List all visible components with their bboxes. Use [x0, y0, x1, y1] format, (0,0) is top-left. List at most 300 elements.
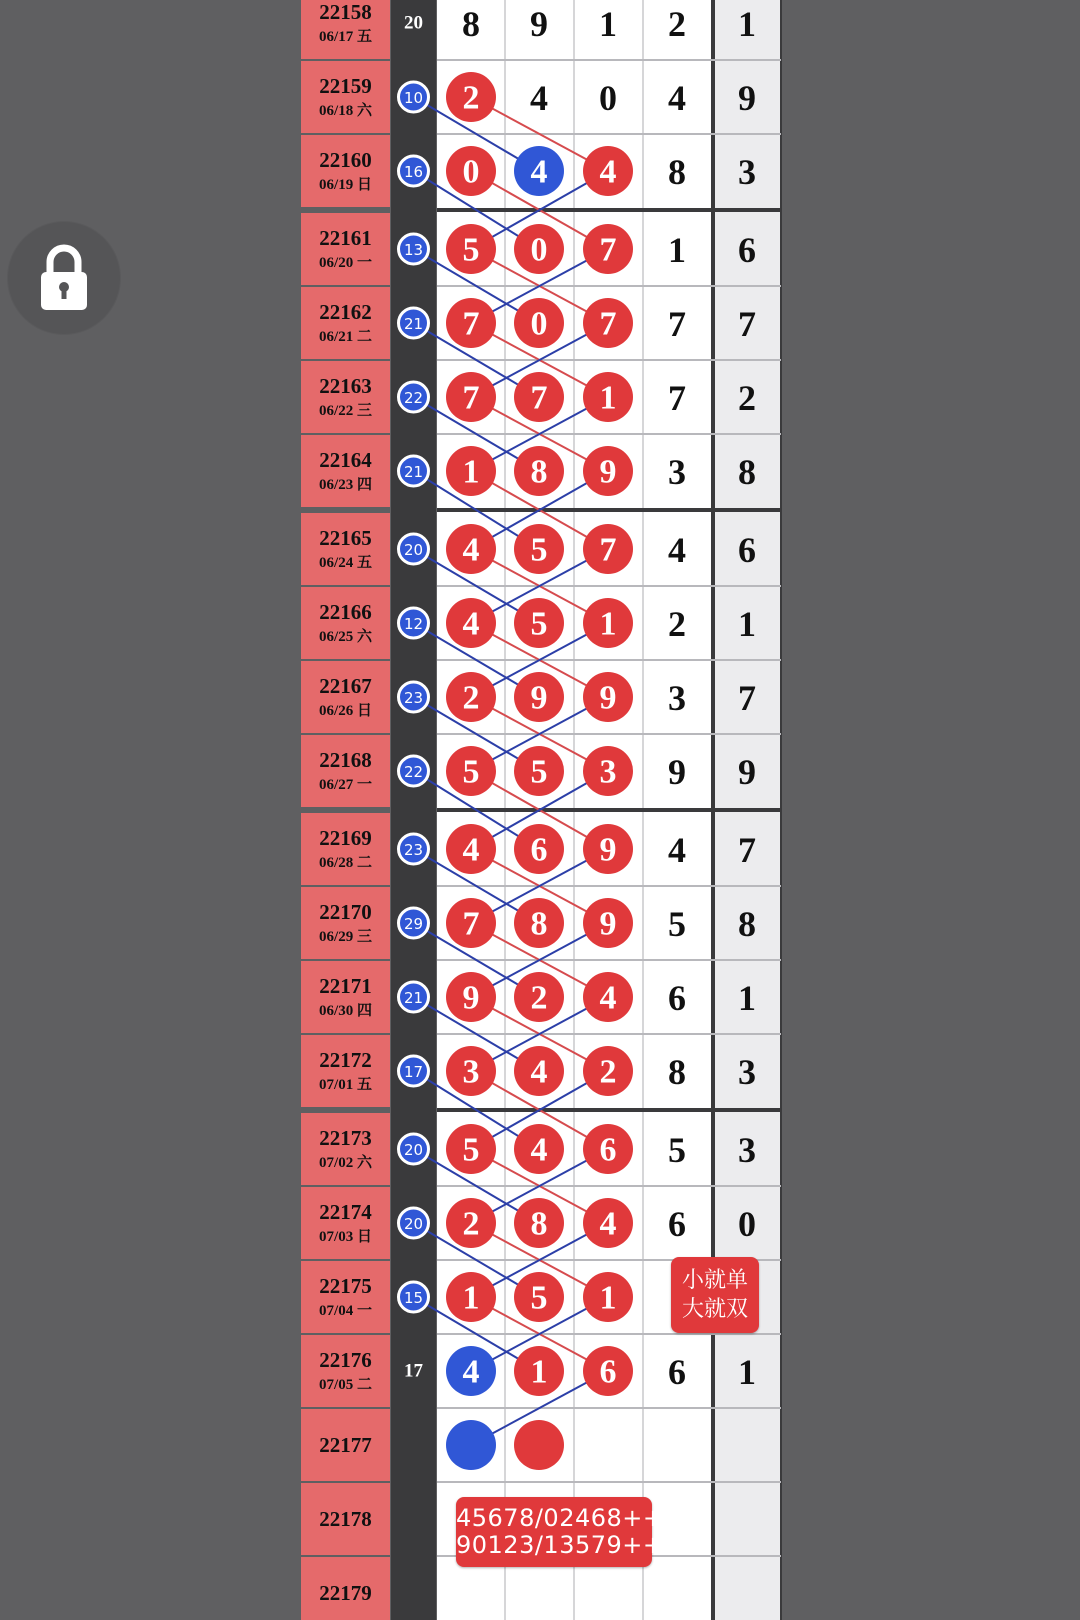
ball-digit: 9 — [599, 831, 617, 869]
issue-number: 22158 — [319, 0, 372, 24]
row-line — [437, 133, 781, 135]
digit: 8 — [668, 152, 686, 192]
digit: 7 — [738, 304, 756, 344]
number-ball — [583, 1124, 633, 1174]
ball-digit: 2 — [530, 979, 548, 1017]
sum-cell — [399, 234, 429, 264]
number-ball — [583, 898, 633, 948]
ball-digit: 5 — [530, 1279, 548, 1317]
sum-value: 17 — [403, 1063, 424, 1081]
digit-cell — [738, 78, 756, 118]
ball-digit: 6 — [530, 831, 548, 869]
number-ball — [583, 372, 633, 422]
number-ball — [514, 972, 564, 1022]
issue-number: 22171 — [319, 974, 372, 998]
issue-cell — [301, 735, 390, 807]
ball-digit: 7 — [462, 305, 480, 343]
issue-date: 06/26 日 — [319, 703, 372, 719]
issue-date: 06/29 三 — [319, 929, 372, 945]
issue-date: 07/02 六 — [319, 1155, 372, 1171]
digit-cell — [668, 452, 686, 492]
ball-digit: 8 — [530, 1205, 548, 1243]
sum-cell — [399, 456, 429, 486]
ball-digit: 4 — [530, 1053, 548, 1091]
issue-cell — [301, 0, 390, 59]
digit-cell — [738, 752, 756, 792]
ball-digit: 7 — [599, 231, 617, 269]
digit: 4 — [668, 830, 686, 870]
note1-line1: 小就单 — [681, 1268, 748, 1293]
digit: 4 — [668, 530, 686, 570]
digit-cell — [668, 1052, 686, 1092]
ball-digit: 7 — [530, 379, 548, 417]
issue-number: 22167 — [319, 674, 372, 698]
issue-number: 22161 — [319, 226, 372, 250]
number-ball — [583, 298, 633, 348]
ball-digit: 5 — [530, 753, 548, 791]
digit: 9 — [738, 78, 756, 118]
issue-cell — [301, 61, 390, 133]
ball-digit: 5 — [530, 605, 548, 643]
digit: 6 — [668, 1352, 686, 1392]
row-line — [437, 585, 781, 587]
issue-cell — [301, 1113, 390, 1185]
number-ball — [446, 1272, 496, 1322]
row-line — [437, 885, 781, 887]
ball-digit: 2 — [462, 79, 480, 117]
digit-cell — [668, 152, 686, 192]
issue-date: 07/05 二 — [319, 1377, 372, 1393]
issue-number: 22163 — [319, 374, 372, 398]
ball-digit: 1 — [599, 379, 617, 417]
ball-digit: 9 — [462, 979, 480, 1017]
digit: 1 — [738, 4, 756, 44]
ball-digit: 1 — [599, 1279, 617, 1317]
issue-date: 07/04 一 — [319, 1303, 372, 1319]
row-line — [437, 808, 781, 812]
row-line — [437, 659, 781, 661]
row-line — [437, 1481, 781, 1483]
issue-number: 22175 — [319, 1274, 372, 1298]
row-line — [437, 359, 781, 361]
issue-date: 07/03 日 — [319, 1229, 372, 1245]
ball-digit: 1 — [599, 605, 617, 643]
number-ball — [514, 1420, 564, 1470]
issue-number: 22159 — [319, 74, 372, 98]
digit: 4 — [668, 78, 686, 118]
digit: 4 — [530, 78, 548, 118]
ball-digit: 4 — [462, 531, 480, 569]
issue-cell — [301, 1335, 390, 1407]
number-ball — [583, 446, 633, 496]
number-ball — [446, 524, 496, 574]
ball-digit: 0 — [530, 305, 548, 343]
number-ball — [514, 1198, 564, 1248]
issue-number: 22164 — [319, 448, 372, 472]
issue-number: 22169 — [319, 826, 372, 850]
issue-date: 07/01 五 — [319, 1077, 372, 1093]
issue-date: 06/25 六 — [319, 629, 372, 645]
digit: 1 — [738, 978, 756, 1018]
sum-value: 21 — [403, 989, 424, 1007]
ball-digit: 2 — [599, 1053, 617, 1091]
sum-value: 12 — [403, 615, 424, 633]
sum-cell — [399, 82, 429, 112]
digit-cell — [668, 678, 686, 718]
row-line — [437, 1407, 781, 1409]
row-line — [437, 1108, 781, 1112]
sum-cell — [399, 908, 429, 938]
note2-line1: 45678/02468++ — [456, 1504, 664, 1532]
digit-cell — [668, 830, 686, 870]
sum-cell — [399, 756, 429, 786]
row-line — [437, 285, 781, 287]
issue-date: 06/19 日 — [319, 177, 372, 193]
sum-cell — [399, 682, 429, 712]
digit-cell — [738, 152, 756, 192]
number-ball — [514, 746, 564, 796]
digit: 2 — [668, 604, 686, 644]
digit-cell — [668, 230, 686, 270]
issue-number: 22173 — [319, 1126, 372, 1150]
number-ball — [446, 746, 496, 796]
number-ball — [583, 1346, 633, 1396]
number-ball — [446, 972, 496, 1022]
ball-digit: 6 — [599, 1353, 617, 1391]
ball-digit: 5 — [462, 231, 480, 269]
number-ball — [514, 672, 564, 722]
digit-cell — [462, 4, 480, 44]
ball-digit: 5 — [530, 531, 548, 569]
number-ball — [446, 72, 496, 122]
lock-icon — [8, 222, 120, 334]
issue-cell — [301, 361, 390, 433]
note2-line2: 90123/13579++ — [456, 1531, 664, 1559]
number-ball — [583, 824, 633, 874]
ball-digit: 4 — [462, 605, 480, 643]
sum-cell — [404, 1361, 424, 1382]
digit: 5 — [668, 1130, 686, 1170]
ball-digit: 5 — [462, 1131, 480, 1169]
ball-digit: 6 — [599, 1131, 617, 1169]
digit-cell — [738, 678, 756, 718]
digit: 6 — [738, 530, 756, 570]
digit-cell — [668, 530, 686, 570]
issue-date: 06/23 四 — [319, 477, 372, 493]
issue-date: 06/28 二 — [319, 855, 372, 871]
digit: 0 — [738, 1204, 756, 1244]
issue-number: 22172 — [319, 1048, 372, 1072]
digit-cell — [738, 452, 756, 492]
sum-cell — [399, 1208, 429, 1238]
sum-cell — [399, 1056, 429, 1086]
number-ball — [446, 1346, 496, 1396]
digit-cell — [738, 1130, 756, 1170]
issue-number: 22168 — [319, 748, 372, 772]
digit-cell — [668, 304, 686, 344]
digit: 8 — [668, 1052, 686, 1092]
number-ball — [583, 146, 633, 196]
number-ball — [514, 898, 564, 948]
number-ball — [446, 672, 496, 722]
sum-cell — [404, 13, 423, 34]
sum-cell — [399, 982, 429, 1012]
digit: 3 — [738, 1052, 756, 1092]
digit: 0 — [599, 78, 617, 118]
digit-cell — [738, 904, 756, 944]
sum-cell — [399, 534, 429, 564]
digit-cell — [530, 78, 548, 118]
issue-date: 06/30 四 — [319, 1003, 372, 1019]
issue-cell — [301, 961, 390, 1033]
row-line — [437, 1185, 781, 1187]
ball-digit: 3 — [462, 1053, 480, 1091]
sum-cell — [399, 382, 429, 412]
number-ball — [446, 446, 496, 496]
row-line — [437, 959, 781, 961]
issue-cell — [301, 887, 390, 959]
digit: 9 — [668, 752, 686, 792]
issue-cell — [301, 813, 390, 885]
number-ball — [583, 672, 633, 722]
ball-digit: 8 — [530, 453, 548, 491]
sum-cell — [399, 156, 429, 186]
number-ball — [514, 224, 564, 274]
digit: 9 — [738, 752, 756, 792]
digit: 8 — [738, 452, 756, 492]
digit: 2 — [668, 4, 686, 44]
digit: 6 — [668, 978, 686, 1018]
number-ball — [514, 1046, 564, 1096]
ball-digit: 4 — [599, 979, 617, 1017]
row-line — [437, 1033, 781, 1035]
ball-digit: 9 — [599, 679, 617, 717]
issue-cell — [301, 1409, 390, 1481]
number-ball — [583, 1046, 633, 1096]
issue-date: 06/17 五 — [319, 29, 372, 45]
issue-number: 22165 — [319, 526, 372, 550]
ball-digit: 0 — [530, 231, 548, 269]
sum-value: 20 — [403, 1215, 424, 1233]
ball-digit: 0 — [462, 153, 480, 191]
digit-cell — [738, 230, 756, 270]
issue-cell — [301, 1557, 390, 1620]
digit-cell — [668, 78, 686, 118]
issue-cell — [301, 287, 390, 359]
issue-cell — [301, 1187, 390, 1259]
number-ball — [583, 224, 633, 274]
issue-cell — [301, 1261, 390, 1333]
issue-number: 22179 — [319, 1581, 372, 1605]
ball-digit: 7 — [462, 905, 480, 943]
sum-value: 21 — [403, 463, 424, 481]
number-ball — [514, 524, 564, 574]
row-line — [437, 208, 781, 212]
ball-digit: 9 — [599, 453, 617, 491]
ball-digit: 1 — [462, 453, 480, 491]
digit-cell — [668, 978, 686, 1018]
issue-date: 06/22 三 — [319, 403, 372, 419]
ball-digit: 2 — [462, 1205, 480, 1243]
ball-digit: 4 — [462, 1353, 480, 1391]
digit: 7 — [738, 678, 756, 718]
number-ball — [446, 372, 496, 422]
issue-cell — [301, 435, 390, 507]
digit: 8 — [462, 4, 480, 44]
issue-date: 06/27 一 — [319, 777, 372, 793]
digit: 1 — [599, 4, 617, 44]
issue-date: 06/20 一 — [319, 255, 372, 271]
ball-digit: 5 — [462, 753, 480, 791]
number-ball — [583, 524, 633, 574]
number-ball — [446, 598, 496, 648]
issue-number: 22176 — [319, 1348, 372, 1372]
ball-digit: 7 — [599, 305, 617, 343]
digit-cell — [668, 1204, 686, 1244]
digit-cell — [738, 1052, 756, 1092]
issue-number: 22170 — [319, 900, 372, 924]
digit: 6 — [738, 230, 756, 270]
digit-cell — [738, 978, 756, 1018]
issue-date: 06/18 六 — [319, 103, 372, 119]
digit: 2 — [738, 378, 756, 418]
issue-number: 22162 — [319, 300, 372, 324]
digit-cell — [738, 1352, 756, 1392]
ball-digit: 4 — [530, 153, 548, 191]
digit-cell — [668, 604, 686, 644]
digit: 1 — [738, 604, 756, 644]
number-ball — [514, 1272, 564, 1322]
ball-digit: 7 — [462, 379, 480, 417]
row-line — [437, 733, 781, 735]
digit: 3 — [738, 1130, 756, 1170]
digit: 3 — [668, 452, 686, 492]
issue-cell — [301, 513, 390, 585]
number-ball — [514, 446, 564, 496]
row-line — [437, 1333, 781, 1335]
digit: 8 — [738, 904, 756, 944]
sum-value: 22 — [403, 389, 424, 407]
digit: 9 — [530, 4, 548, 44]
issue-cell — [301, 587, 390, 659]
issue-number: 22178 — [319, 1507, 372, 1531]
ball-digit: 2 — [462, 679, 480, 717]
issue-date: 06/24 五 — [319, 555, 372, 571]
row-line — [437, 59, 781, 61]
sum-value: 10 — [403, 89, 424, 107]
number-ball — [514, 824, 564, 874]
sum-value: 13 — [403, 241, 424, 259]
lock-button[interactable] — [8, 222, 120, 334]
digit: 7 — [668, 304, 686, 344]
digit-cell — [530, 4, 548, 44]
sum-cell — [399, 1134, 429, 1164]
sum-value: 21 — [403, 315, 424, 333]
number-ball — [446, 1046, 496, 1096]
ball-blue — [446, 1420, 496, 1470]
number-ball — [514, 598, 564, 648]
digit: 7 — [738, 830, 756, 870]
digit-cell — [738, 604, 756, 644]
note1-line2: 大就双 — [681, 1297, 748, 1322]
ball-digit: 1 — [462, 1279, 480, 1317]
digit-cell — [599, 4, 617, 44]
digit-cell — [738, 830, 756, 870]
digit-cell — [668, 4, 686, 44]
digit-cell — [668, 752, 686, 792]
number-ball — [583, 972, 633, 1022]
digit-cell — [599, 78, 617, 118]
issue-number: 22160 — [319, 148, 372, 172]
row-line — [437, 508, 781, 512]
sum-value: 20 — [403, 541, 424, 559]
digit: 1 — [738, 1352, 756, 1392]
ball-digit: 1 — [530, 1353, 548, 1391]
sum-cell — [399, 308, 429, 338]
issue-cell — [301, 135, 390, 207]
sum-value: 23 — [403, 841, 424, 859]
digit-cell — [738, 4, 756, 44]
ball-digit: 7 — [599, 531, 617, 569]
sum-cell — [399, 1282, 429, 1312]
digit-cell — [668, 1352, 686, 1392]
sum-value: 22 — [403, 763, 424, 781]
issue-date: 06/21 二 — [319, 329, 372, 345]
number-ball — [446, 298, 496, 348]
ball-digit: 9 — [530, 679, 548, 717]
number-ball — [446, 146, 496, 196]
sum-value: 16 — [403, 163, 424, 181]
sum-value: 29 — [403, 915, 424, 933]
number-ball — [514, 1346, 564, 1396]
sum-value: 23 — [403, 689, 424, 707]
note-small-odd-big-even — [671, 1257, 759, 1333]
ball-digit: 4 — [462, 831, 480, 869]
digit: 6 — [668, 1204, 686, 1244]
number-ball — [446, 1420, 496, 1470]
issue-cell — [301, 1035, 390, 1107]
number-ball — [583, 598, 633, 648]
sum-value: 20 — [403, 1141, 424, 1159]
digit-cell — [738, 1204, 756, 1244]
digit: 3 — [668, 678, 686, 718]
sum-cell — [399, 608, 429, 638]
digit: 1 — [668, 230, 686, 270]
issue-cell — [301, 1483, 390, 1555]
number-ball — [446, 224, 496, 274]
ball-digit: 8 — [530, 905, 548, 943]
number-ball — [514, 146, 564, 196]
digit: 7 — [668, 378, 686, 418]
digit: 3 — [738, 152, 756, 192]
number-ball — [446, 824, 496, 874]
issue-cell — [301, 213, 390, 285]
number-ball — [583, 746, 633, 796]
number-ball — [514, 1124, 564, 1174]
issue-number: 22177 — [319, 1433, 372, 1457]
digit-cell — [738, 304, 756, 344]
ball-digit: 4 — [599, 153, 617, 191]
number-ball — [514, 298, 564, 348]
sum-value: 15 — [403, 1289, 424, 1307]
issue-number: 22166 — [319, 600, 372, 624]
digit-cell — [738, 378, 756, 418]
number-ball — [446, 1124, 496, 1174]
number-ball — [514, 372, 564, 422]
sum-value: 20 — [404, 12, 423, 34]
issue-number: 22174 — [319, 1200, 372, 1224]
row-line — [437, 433, 781, 435]
